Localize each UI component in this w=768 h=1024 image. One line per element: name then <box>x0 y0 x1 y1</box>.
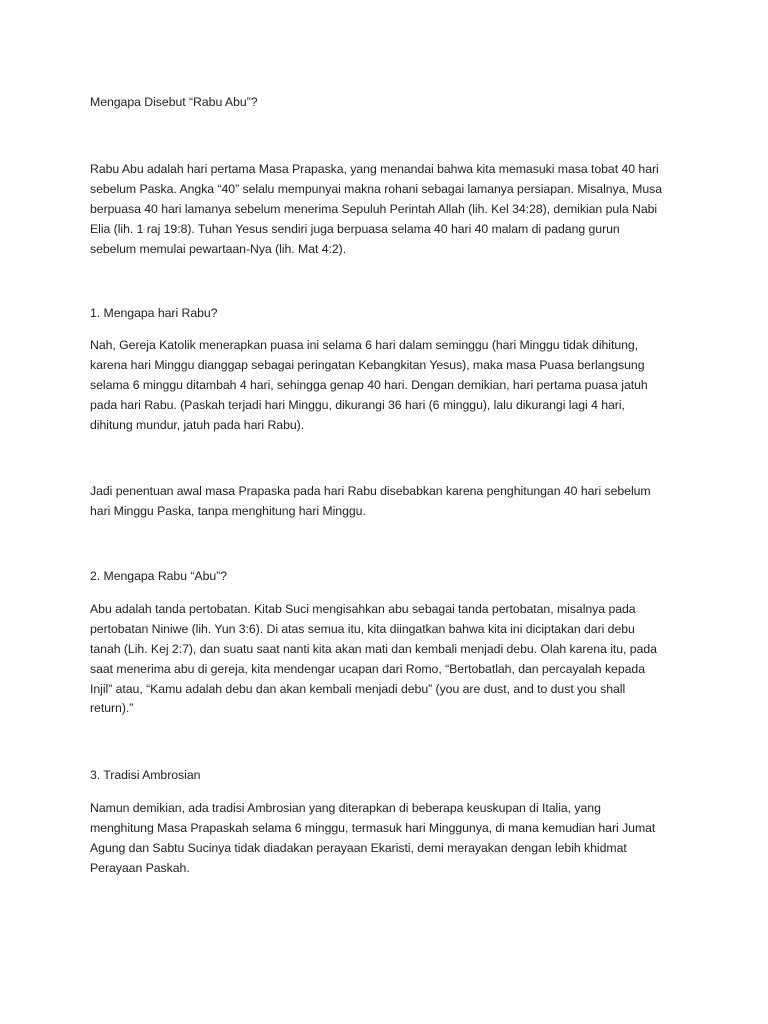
text-line: selama 6 minggu ditambah 4 hari, sehingga genap 40 hari. Dengan demikian, hari pertama puasa jatuh <box>90 377 648 392</box>
section-3-paragraph-1 <box>90 799 730 879</box>
text-line: menghitung Masa Prapaskah selama 6 minggu, termasuk hari Minggunya, di mana kemudian hari Jumat <box>90 820 656 835</box>
intro-paragraph <box>90 160 730 259</box>
heading-text: 3. Tradisi Ambrosian <box>90 768 201 782</box>
section-2-paragraph-1 <box>90 600 730 719</box>
text-line: pada hari Rabu. (Paskah terjadi hari Minggu, dikurangi 36 hari (6 minggu), lalu dikurangi lagi 4 hari, <box>90 397 625 412</box>
text-line: Agung dan Sabtu Sucinya tidak diadakan perayaan Ekaristi, demi merayakan dengan lebih khidmat <box>90 840 627 855</box>
heading-text: 2. Mengapa Rabu “Abu”? <box>90 569 227 583</box>
heading-text: 1. Mengapa hari Rabu? <box>90 306 218 320</box>
text-line: sebelum Paska. Angka “40” selalu mempunyai makna rohani sebagai lamanya persiapan. Misalnya, Musa <box>90 181 663 196</box>
text-line: Perayaan Paskah. <box>90 860 190 875</box>
text-line: tanah (Lih. Kej 2:7), dan suatu saat nanti kita akan mati dan kembali menjadi debu. Olah karena itu, pada <box>90 641 657 656</box>
text-line: hari Minggu Paska, tanpa menghitung hari Minggu. <box>90 503 366 518</box>
text-line: Injil” atau, “Kamu adalah debu dan akan kembali menjadi debu” (you are dust, and to dust you shall <box>90 681 626 696</box>
text-line: saat menerima abu di gereja, kita mendengar ucapan dari Romo, “Bertobatlah, dan percayalah kepada <box>90 661 646 676</box>
text-line: pertobatan Niniwe (lih. Yun 3:6). Di atas semua itu, kita diingatkan bahwa kita ini diciptakan dari debu <box>90 621 635 636</box>
section-1-paragraph-1 <box>90 336 730 435</box>
text-line: berpuasa 40 hari lamanya sebelum menerima Sepuluh Perintah Allah (lih. Kel 34:28), demikian pula Nabi <box>90 201 658 216</box>
text-line: Namun demikian, ada tradisi Ambrosian yang diterapkan di beberapa keuskupan di Italia, yang <box>90 801 601 815</box>
section-2-heading <box>90 567 730 587</box>
section-1-heading <box>90 304 730 324</box>
section-1-paragraph-2 <box>90 482 730 522</box>
title-text: Mengapa Disebut “Rabu Abu”? <box>90 95 258 109</box>
text-line: Nah, Gereja Katolik menerapkan puasa ini selama 6 hari dalam seminggu (hari Minggu tidak dihitung, <box>90 338 639 352</box>
text-line: Elia (lih. 1 raj 19:8). Tuhan Yesus sendiri juga berpuasa selama 40 hari 40 malam di padang gurun <box>90 221 620 236</box>
document-title <box>90 93 730 113</box>
text-line: Rabu Abu adalah hari pertama Masa Prapaska, yang menandai bahwa kita memasuki masa tobat 40 hari <box>90 162 659 176</box>
text-line: karena hari Minggu dianggap sebagai peringatan Kebangkitan Yesus), maka masa Puasa berlangsung <box>90 357 645 372</box>
text-line: return).” <box>90 701 134 716</box>
text-line: Abu adalah tanda pertobatan. Kitab Suci mengisahkan abu sebagai tanda pertobatan, misalnya pada <box>90 602 636 616</box>
text-line: dihitung mundur, jatuh pada hari Rabu). <box>90 417 305 432</box>
section-3-heading <box>90 766 730 786</box>
text-line: sebelum memulai pewartaan-Nya (lih. Mat 4:2). <box>90 241 347 256</box>
text-line: Jadi penentuan awal masa Prapaska pada hari Rabu disebabkan karena penghitungan 40 hari sebelum <box>90 484 651 498</box>
